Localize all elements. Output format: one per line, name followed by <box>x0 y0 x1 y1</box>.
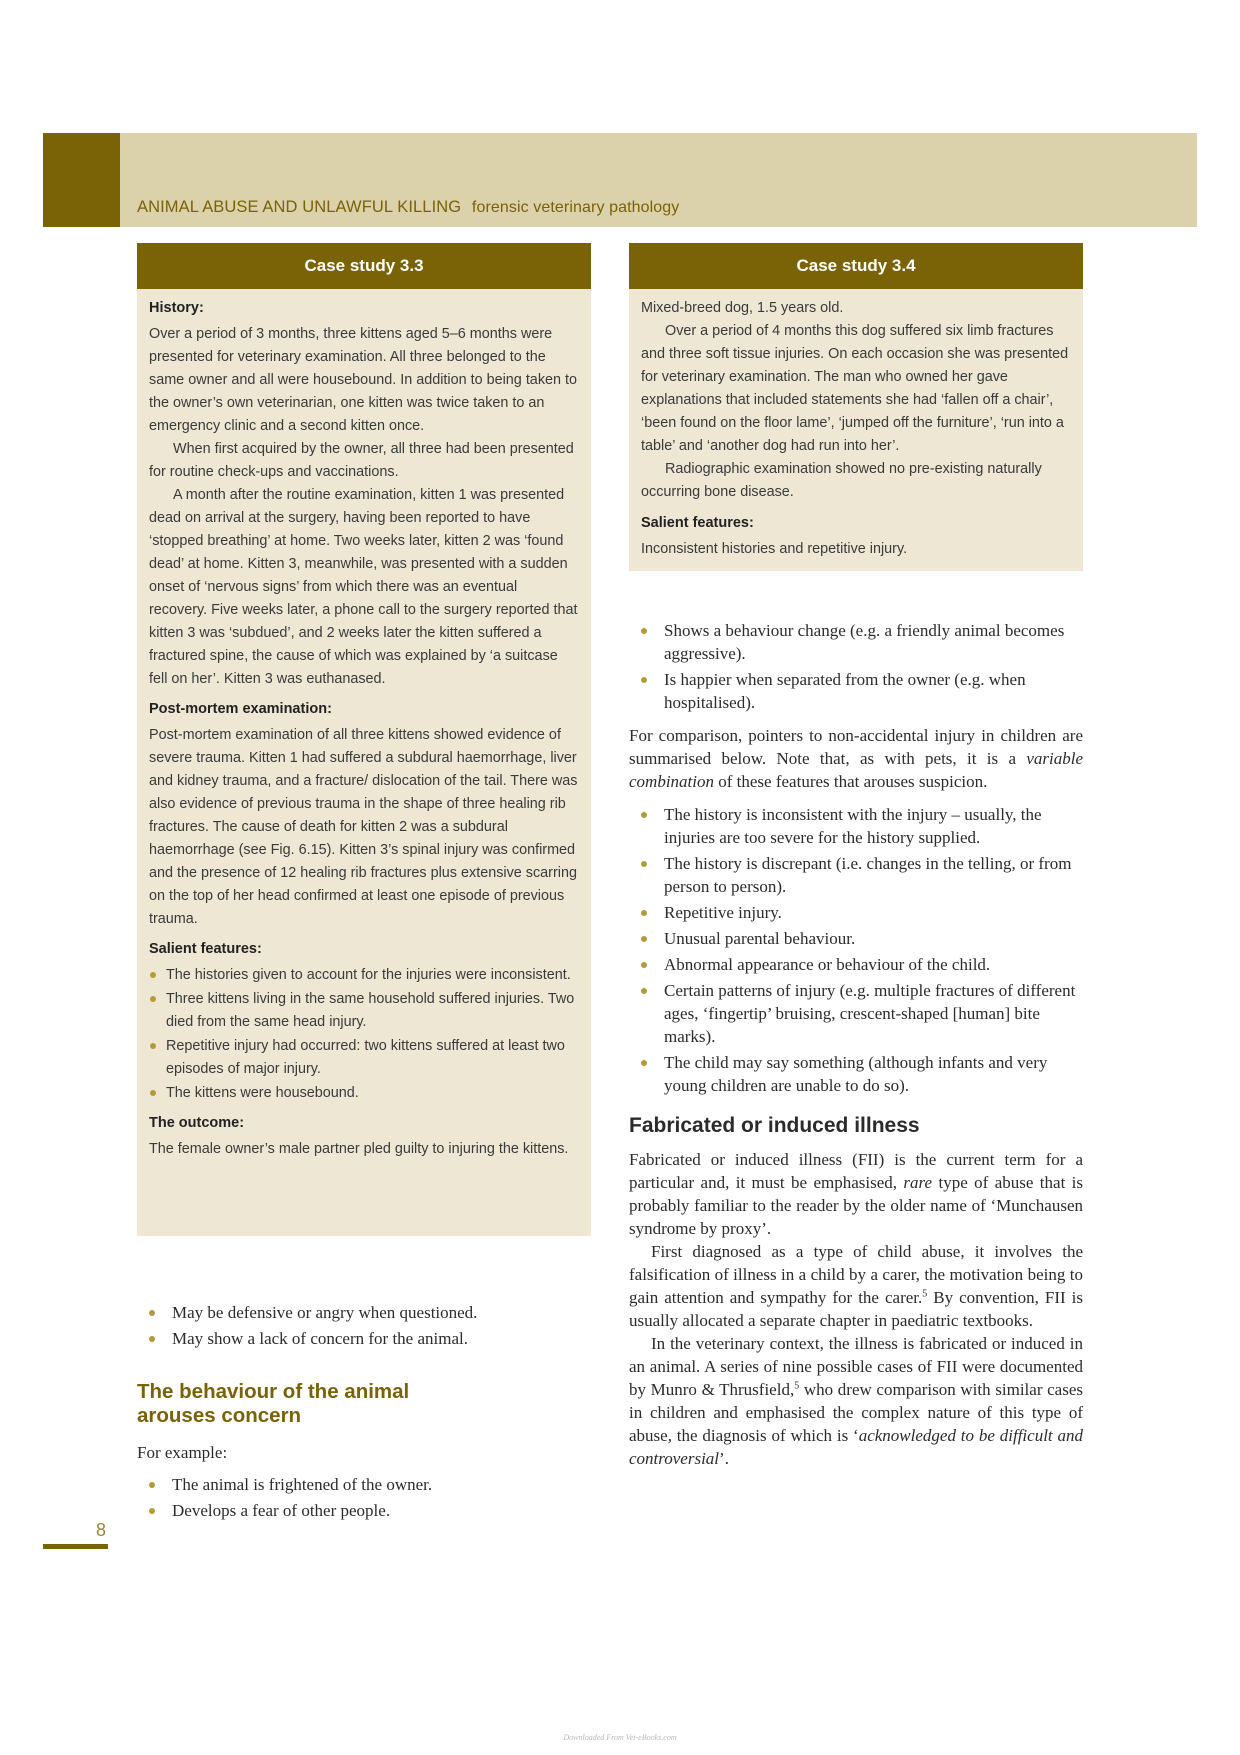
list-item: Abnormal appearance or behaviour of the child. <box>629 953 1083 976</box>
fii-paragraph-2: First diagnosed as a type of child abuse, it involves the falsification of illness in a child by a carer, the motivation being to gain attention and sympathy for the carer.$^5$ By convention, FII is usually allocated a separate chapter in paediatric textbooks. <box>629 1242 1083 1330</box>
history-paragraph-1: Over a period of 3 months, three kittens aged 5–6 months were presented for veterinary examination. All three belonged to the same owner and all were housebound. In addition to being taken to the owner’s own veterinarian, one kitten was twice taken to an emergency clinic and a second kitten once. <box>149 326 578 434</box>
running-subtitle: forensic veterinary pathology <box>471 199 680 216</box>
owner-behaviour-bullets <box>137 1301 591 1353</box>
behaviour-section-body <box>137 1441 591 1525</box>
list-item: The history is inconsistent with the injury – usually, the injuries are too severe for the history supplied. <box>629 803 1083 849</box>
list-item: Certain patterns of injury (e.g. multiple fractures of different ages, ‘fingertip’ bruising, crescent-shaped [human] bite marks). <box>629 979 1083 1048</box>
case-study-3-3-box <box>137 243 591 1236</box>
list-item: The history is discrepant (i.e. changes in the telling, or from person to person). <box>629 852 1083 898</box>
reference-marker: 5 <box>794 1380 800 1392</box>
salient-features-heading: Salient features: <box>149 941 262 957</box>
list-item: The kittens were housebound. <box>149 1082 579 1105</box>
case-study-3-4-box <box>629 243 1083 571</box>
list-item: Is happier when separated from the owner (e.g. when hospitalised). <box>629 668 1083 714</box>
list-item: May be defensive or angry when questioned. <box>137 1301 591 1324</box>
outcome-heading: The outcome: <box>149 1115 245 1131</box>
post-mortem-heading: Post-mortem examination: <box>149 701 332 717</box>
case-3-4-paragraph-3: Radiographic examination showed no pre-existing naturally occurring bone disease. <box>641 461 1042 500</box>
page-number: 8 <box>96 1520 107 1540</box>
history-paragraph-2: When first acquired by the owner, all three had been presented for routine check-ups and vaccinations. <box>149 441 574 480</box>
list-item: Unusual parental behaviour. <box>629 927 1083 950</box>
animal-behaviour-bullets <box>629 619 1083 714</box>
page-number-rule <box>43 1544 108 1549</box>
list-item: The child may say something (although infants and very young children are unable to do so). <box>629 1051 1083 1097</box>
fii-paragraph-1: Fabricated or induced illness (FII) is the current term for a particular and, it must be emphasised, rare type of abuse that is probably familiar to the reader by the older name of ‘Munchausen syndrome by proxy’. <box>629 1150 1084 1238</box>
history-heading: History: <box>149 300 204 316</box>
history-paragraph-3: A month after the routine examination, kitten 1 was presented dead on arrival at the surgery, having been reported to have ‘stopped breathing’ at home. Two weeks later, kitten 2 was ‘found dead’ at home. Kitten 3, meanwhile, was presented with a sudden onset of ‘nervous signs’ from which there was an eventual recovery. Five weeks later, a phone call to the surgery reported that kitten 3 was ‘subdued’, and 2 weeks later the kitten suffered a fractured spine, the cause of which was explained by ‘a suitcase fell on her’. Kitten 3 was euthanased. <box>149 487 578 687</box>
list-item: Develops a fear of other people. <box>137 1499 591 1522</box>
fii-heading: Fabricated or induced illness <box>629 1114 920 1137</box>
list-item: The histories given to account for the injuries were inconsistent. <box>149 964 579 987</box>
post-mortem-paragraph: Post-mortem examination of all three kittens showed evidence of severe trauma. Kitten 1 had suffered a subdural haemorrhage, liver and kidney trauma, and a fracture/ dislocation of the tail. There was also evidence of previous trauma in the shape of three healing rib fractures. The cause of death for kitten 2 was a subdural haemorrhage (see Fig. 6.15). Kitten 3’s spinal injury was confirmed and the presence of 12 healing rib fractures plus extensive scarring on the top of her head confirmed at least one episode of previous trauma. <box>149 727 578 927</box>
outcome-paragraph: The female owner’s male partner pled guilty to injuring the kittens. <box>149 1141 569 1157</box>
for-example-text: For example: <box>137 1443 228 1462</box>
case-study-3-4-title: Case study 3.4 <box>629 243 1083 289</box>
comparison-paragraph: For comparison, pointers to non-accidental injury in children are summarised below. Note that, as with pets, it is a variable combination of these features that arouses suspicion. <box>629 726 1084 791</box>
header-accent-block <box>43 133 120 227</box>
case-3-4-paragraph-2: Over a period of 4 months this dog suffered six limb fractures and three soft tissue injuries. On each occasion she was presented for veterinary examination. The man who owned her gave explanations that included statements she had ‘fallen off a chair’, ‘been found on the floor lame’, ‘jumped off the furniture’, ‘run into a table’ and ‘another dog had run into her’. <box>641 323 1069 454</box>
footer-watermark: Downloaded From Vet-eBooks.com <box>563 1733 677 1742</box>
salient-features-list <box>149 964 579 1105</box>
list-item: Repetitive injury. <box>629 901 1083 924</box>
list-item: Shows a behaviour change (e.g. a friendly animal becomes aggressive). <box>629 619 1083 665</box>
list-item: May show a lack of concern for the animal. <box>137 1327 591 1350</box>
behaviour-section-heading: The behaviour of the animal arouses concern <box>137 1380 410 1427</box>
child-injury-bullets <box>629 803 1083 1097</box>
running-head <box>137 198 679 217</box>
running-title: ANIMAL ABUSE AND UNLAWFUL KILLING <box>137 198 462 216</box>
list-item: The animal is frightened of the owner. <box>137 1473 591 1496</box>
case-study-3-4-body <box>629 289 1083 571</box>
list-item: Three kittens living in the same household suffered injuries. Two died from the same head injury. <box>149 988 579 1034</box>
reference-marker: 5 <box>922 1288 928 1300</box>
list-item: Repetitive injury had occurred: two kittens suffered at least two episodes of major injury. <box>149 1035 579 1081</box>
fii-paragraph-3: In the veterinary context, the illness is fabricated or induced in an animal. A series of nine possible cases of FII were documented by Munro & Thrusfield,$^5$ who drew comparison with similar cases in children and emphasised the complex nature of this type of abuse, the diagnosis of which is ‘acknowledged to be difficult and controversial’. <box>629 1334 1083 1468</box>
case-3-4-salient-text: Inconsistent histories and repetitive injury. <box>641 541 908 557</box>
case-3-4-paragraph-1: Mixed-breed dog, 1.5 years old. <box>641 300 844 316</box>
right-column-body <box>629 619 1083 1470</box>
case-3-4-salient-heading: Salient features: <box>641 515 754 531</box>
case-study-3-3-body <box>137 289 591 1171</box>
case-study-3-3-title: Case study 3.3 <box>137 243 591 289</box>
